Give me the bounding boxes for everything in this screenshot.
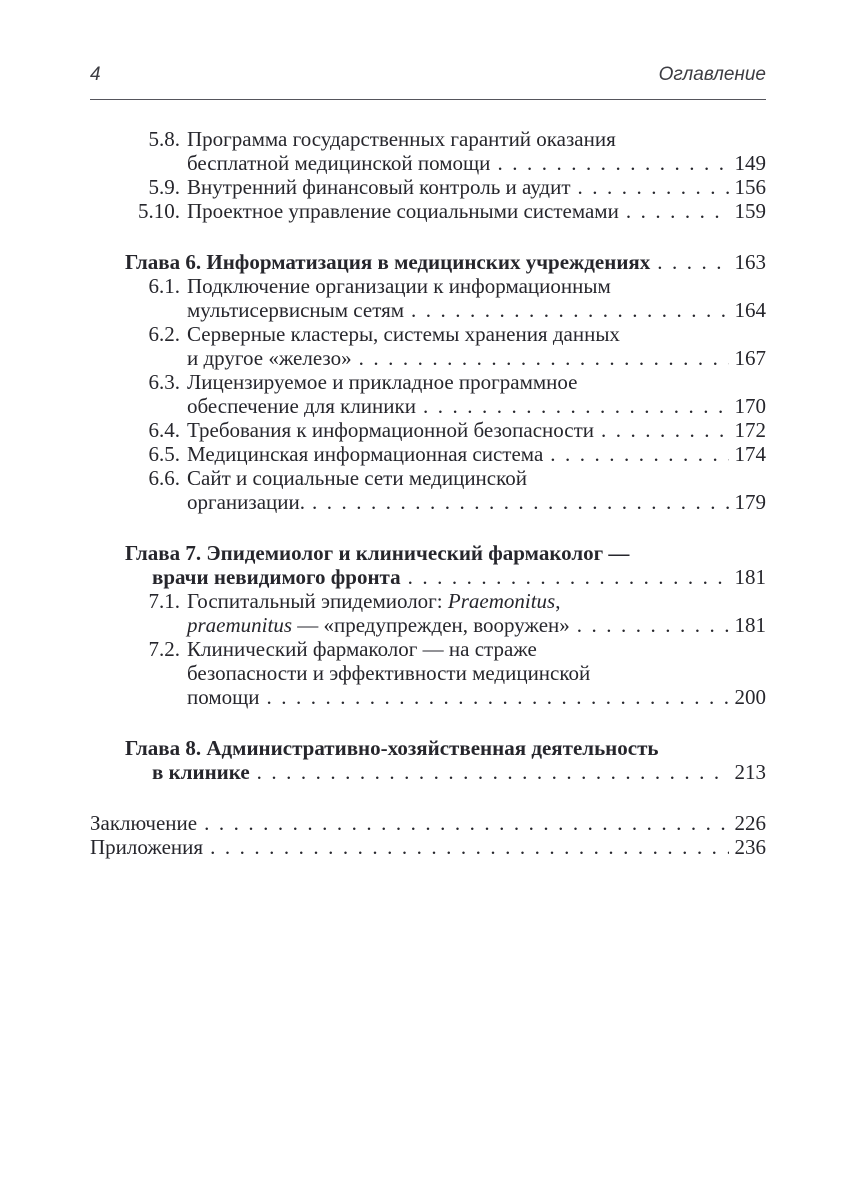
- table-of-contents: [90, 127, 766, 859]
- toc-entry: [90, 835, 766, 859]
- toc-entry: [90, 541, 766, 589]
- toc-entry-number: 7.1.: [148, 589, 180, 613]
- toc-entry-text: помощи: [187, 685, 260, 709]
- toc-entry: [90, 199, 766, 223]
- dot-leader: [312, 490, 729, 514]
- toc-entry-line: [90, 835, 766, 859]
- toc-entry: [90, 370, 766, 418]
- toc-entry-text: в клинике: [152, 760, 250, 784]
- dot-leader: [204, 811, 728, 835]
- dot-leader: [550, 442, 728, 466]
- toc-page-number: 156: [734, 175, 766, 199]
- toc-entry-line: [187, 661, 766, 685]
- toc-entry-text: Клинический фармаколог — на страже: [187, 637, 537, 661]
- toc-entry-line: [125, 541, 766, 565]
- toc-entry: [90, 811, 766, 835]
- toc-page-number: 149: [734, 151, 766, 175]
- toc-entry-line: [187, 370, 766, 394]
- toc-entry-text: Заключение: [90, 811, 198, 835]
- toc-entry-line: [187, 151, 766, 175]
- toc-entry-line: [187, 322, 766, 346]
- toc-entry-body: [180, 466, 766, 514]
- toc-entry-line: [90, 811, 766, 835]
- toc-entry-line: [187, 274, 766, 298]
- running-header: [90, 64, 766, 100]
- dot-leader: [210, 835, 728, 859]
- toc-entry-line: [187, 490, 766, 514]
- dot-leader: [657, 250, 728, 274]
- toc-entry-line: [187, 298, 766, 322]
- toc-page-number: 179: [734, 490, 766, 514]
- toc-page-number: 170: [734, 394, 766, 418]
- toc-page-number: 181: [734, 613, 766, 637]
- toc-entry-text: Проектное управление социальными системами: [187, 199, 619, 223]
- toc-entry-body: [180, 418, 766, 442]
- toc-entry-text: Программа государственных гарантий оказания: [187, 127, 616, 151]
- toc-entry-text: Приложения: [90, 835, 204, 859]
- running-title: Оглавление: [658, 64, 766, 85]
- toc-entry-body: [90, 811, 766, 835]
- dot-leader: [578, 175, 729, 199]
- toc-entry-body: [180, 175, 766, 199]
- toc-entry-number: 7.2.: [148, 637, 180, 661]
- toc-page-number: 213: [734, 760, 766, 784]
- toc-entry-body: [180, 442, 766, 466]
- toc-entry-number: 5.8.: [148, 127, 180, 151]
- page-content: [90, 64, 766, 859]
- toc-entry-line: [125, 736, 766, 760]
- toc-entry: [90, 736, 766, 784]
- toc-entry-text: обеспечение для клиники: [187, 394, 416, 418]
- toc-entry: [90, 322, 766, 370]
- toc-entry-body: [180, 637, 766, 709]
- toc-entry-text: Медицинская информационная система: [187, 442, 544, 466]
- toc-entry: [90, 274, 766, 322]
- dot-leader: [408, 565, 729, 589]
- toc-entry-text: организации.: [187, 490, 305, 514]
- toc-entry-text: Глава 6. Информатизация в медицинских учреждениях: [125, 250, 651, 274]
- toc-entry-body: [180, 274, 766, 322]
- toc-entry: [90, 466, 766, 514]
- toc-entry-text: Серверные кластеры, системы хранения данных: [187, 322, 620, 346]
- toc-page-number: 167: [734, 346, 766, 370]
- dot-leader: [359, 346, 729, 370]
- toc-entry-text: бесплатной медицинской помощи: [187, 151, 491, 175]
- toc-entry-line: [125, 250, 766, 274]
- page-number: 4: [90, 64, 101, 85]
- toc-entry: [90, 127, 766, 175]
- toc-entry-line: [187, 394, 766, 418]
- dot-leader: [411, 298, 728, 322]
- toc-entry-number: 5.10.: [138, 199, 180, 223]
- toc-entry-number: 6.1.: [148, 274, 180, 298]
- toc-page-number: 159: [734, 199, 766, 223]
- toc-entry-text: Госпитальный эпидемиолог: Praemonitus,: [187, 589, 561, 613]
- toc-entry-number: 6.2.: [148, 322, 180, 346]
- toc-entry-body: [90, 736, 766, 784]
- toc-entry-line: [152, 760, 766, 784]
- toc-entry-text: Подключение организации к информационным: [187, 274, 611, 298]
- dot-leader: [577, 613, 729, 637]
- toc-entry-line: [187, 589, 766, 613]
- toc-page-number: 164: [734, 298, 766, 322]
- toc-entry-body: [180, 199, 766, 223]
- dot-leader: [267, 685, 729, 709]
- toc-entry-number: 6.6.: [148, 466, 180, 490]
- toc-entry-number: 6.5.: [148, 442, 180, 466]
- toc-entry-line: [187, 175, 766, 199]
- toc-entry-text: мультисервисным сетям: [187, 298, 405, 322]
- toc-entry-text: Внутренний финансовый контроль и аудит: [187, 175, 571, 199]
- toc-entry-line: [187, 637, 766, 661]
- toc-entry-line: [187, 199, 766, 223]
- toc-entry-line: [187, 685, 766, 709]
- toc-entry: [90, 589, 766, 637]
- toc-entry-text: и другое «железо»: [187, 346, 352, 370]
- toc-page-number: 172: [734, 418, 766, 442]
- toc-entry-number: 6.4.: [148, 418, 180, 442]
- toc-entry-body: [90, 835, 766, 859]
- toc-page-number: 163: [734, 250, 766, 274]
- toc-entry-text: врачи невидимого фронта: [152, 565, 401, 589]
- toc-page-number: 200: [734, 685, 766, 709]
- toc-entry-text: praemunitus — «предупрежден, вооружен»: [187, 613, 570, 637]
- dot-leader: [626, 199, 729, 223]
- toc-entry-number: 5.9.: [148, 175, 180, 199]
- toc-entry: [90, 418, 766, 442]
- toc-entry-body: [180, 322, 766, 370]
- toc-entry: [90, 250, 766, 274]
- toc-entry-line: [187, 466, 766, 490]
- toc-entry-text: Лицензируемое и прикладное программное: [187, 370, 578, 394]
- toc-entry-line: [187, 418, 766, 442]
- toc-page-number: 236: [734, 835, 766, 859]
- toc-entry-body: [180, 589, 766, 637]
- toc-entry-text: Сайт и социальные сети медицинской: [187, 466, 527, 490]
- toc-entry-number: 6.3.: [148, 370, 180, 394]
- toc-entry-text: безопасности и эффективности медицинской: [187, 661, 591, 685]
- toc-entry-body: [180, 370, 766, 418]
- dot-leader: [423, 394, 729, 418]
- toc-entry-line: [187, 346, 766, 370]
- toc-entry-body: [90, 541, 766, 589]
- toc-entry: [90, 442, 766, 466]
- toc-page-number: 226: [734, 811, 766, 835]
- toc-entry-line: [187, 613, 766, 637]
- dot-leader: [257, 760, 729, 784]
- toc-entry-text: Глава 8. Административно-хозяйственная деятельность: [125, 736, 659, 760]
- toc-entry-line: [187, 127, 766, 151]
- toc-entry-text: Требования к информационной безопасности: [187, 418, 595, 442]
- dot-leader: [497, 151, 728, 175]
- toc-entry-body: [180, 127, 766, 175]
- dot-leader: [601, 418, 728, 442]
- toc-entry-body: [90, 250, 766, 274]
- toc-entry-line: [152, 565, 766, 589]
- toc-page-number: 174: [734, 442, 766, 466]
- toc-entry-line: [187, 442, 766, 466]
- toc-page-number: 181: [734, 565, 766, 589]
- toc-entry: [90, 637, 766, 709]
- toc-entry-text: Глава 7. Эпидемиолог и клинический фармаколог —: [125, 541, 630, 565]
- toc-entry: [90, 175, 766, 199]
